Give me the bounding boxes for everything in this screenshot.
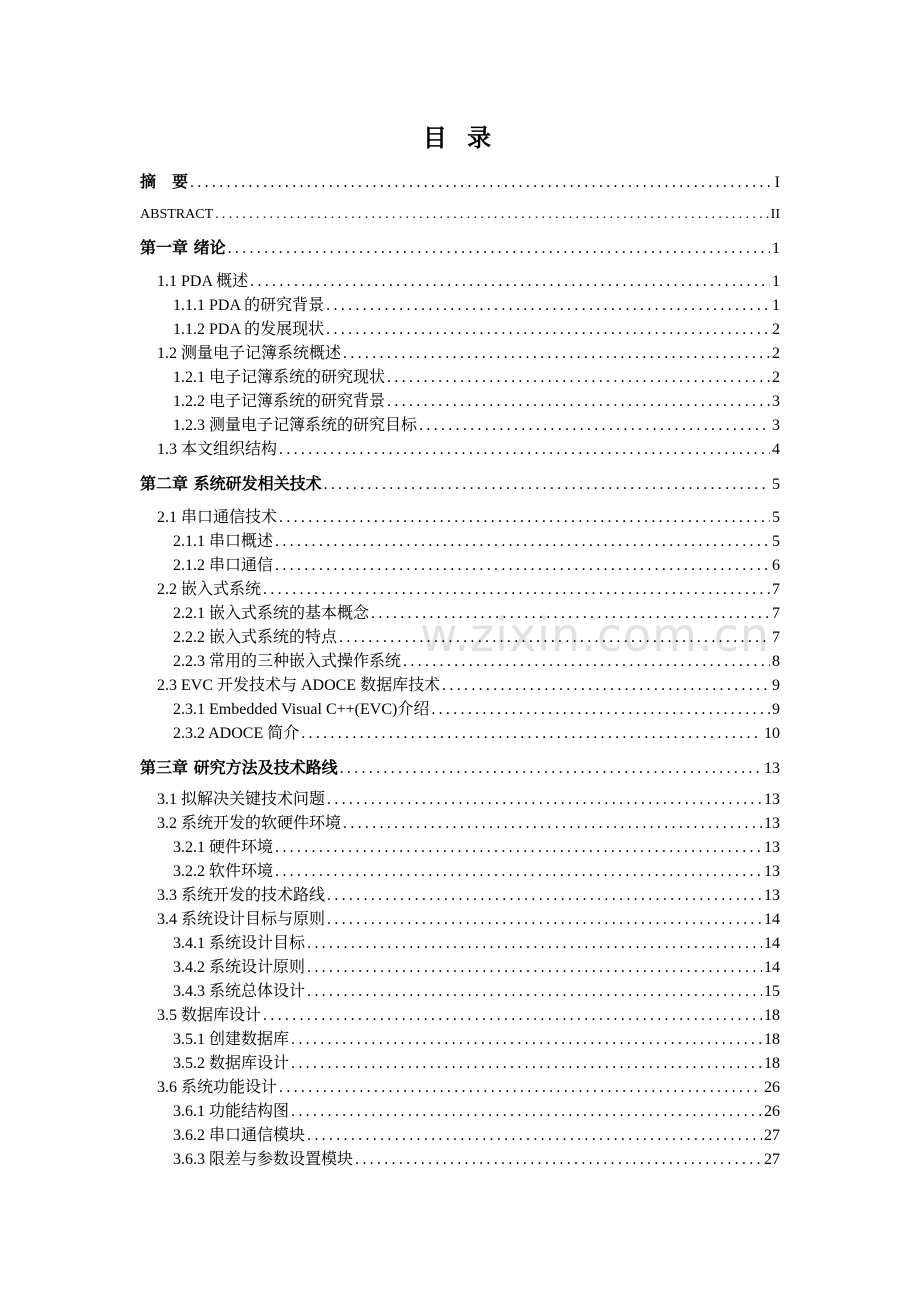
toc-page-number: 1 bbox=[772, 273, 780, 290]
toc-entry[interactable] bbox=[140, 205, 780, 225]
toc-page-number: 8 bbox=[772, 653, 780, 670]
toc-page-number: 26 bbox=[764, 1079, 780, 1096]
toc-page-number: 18 bbox=[764, 1031, 780, 1048]
toc-label: 1.2.3 测量电子记簿系统的研究目标 bbox=[173, 417, 418, 434]
toc-leader bbox=[343, 344, 770, 364]
toc-page-number: 7 bbox=[772, 581, 780, 598]
toc-page-number: 9 bbox=[772, 677, 780, 694]
toc-entry[interactable] bbox=[157, 508, 780, 528]
toc-entry[interactable] bbox=[173, 652, 780, 672]
toc-leader bbox=[250, 272, 770, 292]
toc-label: 2.3 EVC 开发技术与 ADOCE 数据库技术 bbox=[157, 677, 441, 694]
toc-label: 2.1.1 串口概述 bbox=[173, 533, 274, 550]
toc-page-number: 3 bbox=[772, 393, 780, 410]
toc-label: 1.2.2 电子记簿系统的研究背景 bbox=[173, 393, 386, 410]
toc-page-number: 5 bbox=[772, 509, 780, 526]
toc-label: 3.6.1 功能结构图 bbox=[173, 1103, 290, 1120]
toc-leader bbox=[275, 556, 770, 576]
toc-page-number: 2 bbox=[772, 345, 780, 362]
toc-label: 3.2 系统开发的软硬件环境 bbox=[157, 815, 342, 832]
toc-page-number: 7 bbox=[772, 629, 780, 646]
toc-leader bbox=[263, 1006, 762, 1026]
toc-label: 2.2.2 嵌入式系统的特点 bbox=[173, 629, 338, 646]
toc-entry[interactable] bbox=[173, 862, 780, 882]
toc-leader bbox=[324, 475, 770, 495]
toc-entry[interactable] bbox=[140, 474, 780, 495]
toc-page-number: 13 bbox=[764, 887, 780, 904]
toc-page-number: 1 bbox=[772, 297, 780, 314]
toc-label: 3.2.1 硬件环境 bbox=[173, 839, 274, 856]
toc-entry[interactable] bbox=[140, 758, 780, 779]
toc-page-number: 6 bbox=[772, 557, 780, 574]
toc-leader bbox=[291, 1102, 762, 1122]
toc-entry[interactable] bbox=[173, 296, 780, 316]
toc-page-number: 4 bbox=[772, 441, 780, 458]
toc-leader bbox=[327, 910, 762, 930]
toc-label: 1.1 PDA 概述 bbox=[157, 273, 249, 290]
toc-label: 3.4.2 系统设计原则 bbox=[173, 959, 306, 976]
toc-leader bbox=[326, 296, 770, 316]
toc-leader bbox=[431, 700, 770, 720]
toc-entry[interactable] bbox=[140, 238, 780, 259]
toc-label: 3.4.1 系统设计目标 bbox=[173, 935, 306, 952]
toc-page-number: 13 bbox=[764, 839, 780, 856]
toc-entry[interactable] bbox=[173, 724, 780, 744]
toc-leader bbox=[327, 886, 762, 906]
toc-label: 1.1.2 PDA 的发展现状 bbox=[173, 321, 325, 338]
toc-entry[interactable] bbox=[173, 416, 780, 436]
toc-leader bbox=[387, 392, 770, 412]
toc-label: 2.3.2 ADOCE 简介 bbox=[173, 725, 300, 742]
toc-page-number: 2 bbox=[772, 369, 780, 386]
toc-page-number: 14 bbox=[764, 935, 780, 952]
toc-page-number: 13 bbox=[764, 863, 780, 880]
toc-entry[interactable] bbox=[173, 934, 780, 954]
toc-label: 第二章 系统研发相关技术 bbox=[140, 474, 322, 493]
toc-page-number: 18 bbox=[764, 1007, 780, 1024]
toc-label: 2.2.3 常用的三种嵌入式操作系统 bbox=[173, 653, 402, 670]
toc-entry[interactable] bbox=[173, 628, 780, 648]
toc-leader bbox=[307, 934, 762, 954]
toc-leader bbox=[291, 1054, 762, 1074]
toc-page-number: 13 bbox=[764, 791, 780, 808]
toc-entry[interactable] bbox=[140, 172, 780, 193]
toc-entry[interactable] bbox=[157, 814, 780, 834]
toc-leader bbox=[279, 440, 770, 460]
toc-entry[interactable] bbox=[173, 392, 780, 412]
toc-entry[interactable] bbox=[173, 368, 780, 388]
toc-entry[interactable] bbox=[173, 1102, 780, 1122]
toc-page-number: 3 bbox=[772, 417, 780, 434]
toc-label: 3.5.1 创建数据库 bbox=[173, 1031, 290, 1048]
toc-entry[interactable] bbox=[157, 910, 780, 930]
toc-entry[interactable] bbox=[157, 886, 780, 906]
toc-page-number: 10 bbox=[764, 725, 780, 742]
toc-label: 3.6 系统功能设计 bbox=[157, 1079, 278, 1096]
toc-entry[interactable] bbox=[173, 838, 780, 858]
toc-entry[interactable] bbox=[173, 604, 780, 624]
toc-leader bbox=[275, 532, 770, 552]
toc-label: 3.5 数据库设计 bbox=[157, 1007, 262, 1024]
toc-leader bbox=[442, 676, 770, 696]
toc-page-number: 14 bbox=[764, 911, 780, 928]
toc-leader bbox=[371, 604, 770, 624]
toc-label: 摘 要 bbox=[140, 172, 189, 191]
toc-leader bbox=[343, 814, 762, 834]
toc-label: 2.1 串口通信技术 bbox=[157, 509, 278, 526]
toc-leader bbox=[307, 982, 762, 1002]
toc-leader bbox=[301, 724, 762, 744]
toc-leader bbox=[279, 1078, 762, 1098]
toc-entry[interactable] bbox=[173, 320, 780, 340]
toc-page-number: 7 bbox=[772, 605, 780, 622]
toc-label: 第一章 绪论 bbox=[140, 238, 226, 257]
toc-leader bbox=[326, 320, 770, 340]
toc-leader bbox=[275, 838, 762, 858]
toc-leader bbox=[190, 173, 773, 193]
watermark: w.zixin.com.cn bbox=[420, 608, 771, 662]
toc-page-number: 26 bbox=[764, 1103, 780, 1120]
toc-entry[interactable] bbox=[173, 1054, 780, 1074]
toc-page-number: 1 bbox=[772, 240, 780, 257]
toc-label: 1.1.1 PDA 的研究背景 bbox=[173, 297, 325, 314]
toc-page-number: 5 bbox=[772, 476, 780, 493]
toc-page-number: 9 bbox=[772, 701, 780, 718]
toc-entry[interactable] bbox=[173, 700, 780, 720]
toc-label: 3.4 系统设计目标与原则 bbox=[157, 911, 326, 928]
toc-entry[interactable] bbox=[157, 344, 780, 364]
toc-label: 1.2 测量电子记簿系统概述 bbox=[157, 345, 342, 362]
toc-leader bbox=[403, 652, 770, 672]
toc-label: 第三章 研究方法及技术路线 bbox=[140, 758, 338, 777]
toc-leader bbox=[307, 958, 762, 978]
toc-leader bbox=[355, 1150, 762, 1170]
toc-label: 3.4.3 系统总体设计 bbox=[173, 983, 306, 1000]
toc-page-number: 14 bbox=[764, 959, 780, 976]
toc-entry[interactable] bbox=[157, 440, 780, 460]
toc-entry[interactable] bbox=[173, 958, 780, 978]
toc-leader bbox=[339, 628, 770, 648]
toc-entry[interactable] bbox=[157, 580, 780, 600]
toc-label: 2.2 嵌入式系统 bbox=[157, 581, 262, 598]
toc-label: ABSTRACT bbox=[140, 207, 214, 222]
toc-entry[interactable] bbox=[157, 272, 780, 292]
toc-entry[interactable] bbox=[157, 1006, 780, 1026]
toc-label: 3.6.3 限差与参数设置模块 bbox=[173, 1151, 354, 1168]
toc-label: 1.2.1 电子记簿系统的研究现状 bbox=[173, 369, 386, 386]
toc-leader bbox=[263, 580, 770, 600]
toc-entry[interactable] bbox=[173, 532, 780, 552]
toc-page-number: 27 bbox=[764, 1151, 780, 1168]
toc-entry[interactable] bbox=[173, 556, 780, 576]
toc-label: 2.3.1 Embedded Visual C++(EVC)介绍 bbox=[173, 701, 430, 718]
toc-leader bbox=[340, 759, 762, 779]
toc-leader bbox=[327, 790, 762, 810]
toc-page-number: 15 bbox=[764, 983, 780, 1000]
toc-leader bbox=[387, 368, 770, 388]
toc-page-number: 2 bbox=[772, 321, 780, 338]
toc-page-number: II bbox=[770, 207, 780, 222]
toc-entry[interactable] bbox=[157, 1078, 780, 1098]
toc-label: 2.2.1 嵌入式系统的基本概念 bbox=[173, 605, 370, 622]
toc-leader bbox=[275, 862, 762, 882]
toc-page-number: 27 bbox=[764, 1127, 780, 1144]
toc-leader bbox=[279, 508, 770, 528]
toc-leader bbox=[291, 1030, 762, 1050]
toc-entry[interactable] bbox=[157, 676, 780, 696]
toc-leader bbox=[307, 1126, 762, 1146]
toc-leader bbox=[228, 239, 770, 259]
toc-page-number: 13 bbox=[764, 760, 780, 777]
toc-label: 3.6.2 串口通信模块 bbox=[173, 1127, 306, 1144]
toc-entry[interactable] bbox=[157, 790, 780, 810]
toc-page-number: 13 bbox=[764, 815, 780, 832]
toc-entry[interactable] bbox=[173, 982, 780, 1002]
toc-label: 3.3 系统开发的技术路线 bbox=[157, 887, 326, 904]
toc-label: 3.1 拟解决关键技术问题 bbox=[157, 791, 326, 808]
toc-leader bbox=[419, 416, 770, 436]
toc-label: 3.5.2 数据库设计 bbox=[173, 1055, 290, 1072]
toc-entry[interactable] bbox=[173, 1030, 780, 1050]
toc-label: 1.3 本文组织结构 bbox=[157, 441, 278, 458]
toc-page-number: 18 bbox=[764, 1055, 780, 1072]
toc-label: 3.2.2 软件环境 bbox=[173, 863, 274, 880]
toc-entry[interactable] bbox=[173, 1150, 780, 1170]
toc-entry[interactable] bbox=[173, 1126, 780, 1146]
toc-label: 2.1.2 串口通信 bbox=[173, 557, 274, 574]
toc-leader bbox=[215, 205, 769, 225]
toc-page-number: 5 bbox=[772, 533, 780, 550]
toc-page-number: I bbox=[774, 174, 780, 191]
page-title: 目 录 bbox=[422, 124, 498, 152]
